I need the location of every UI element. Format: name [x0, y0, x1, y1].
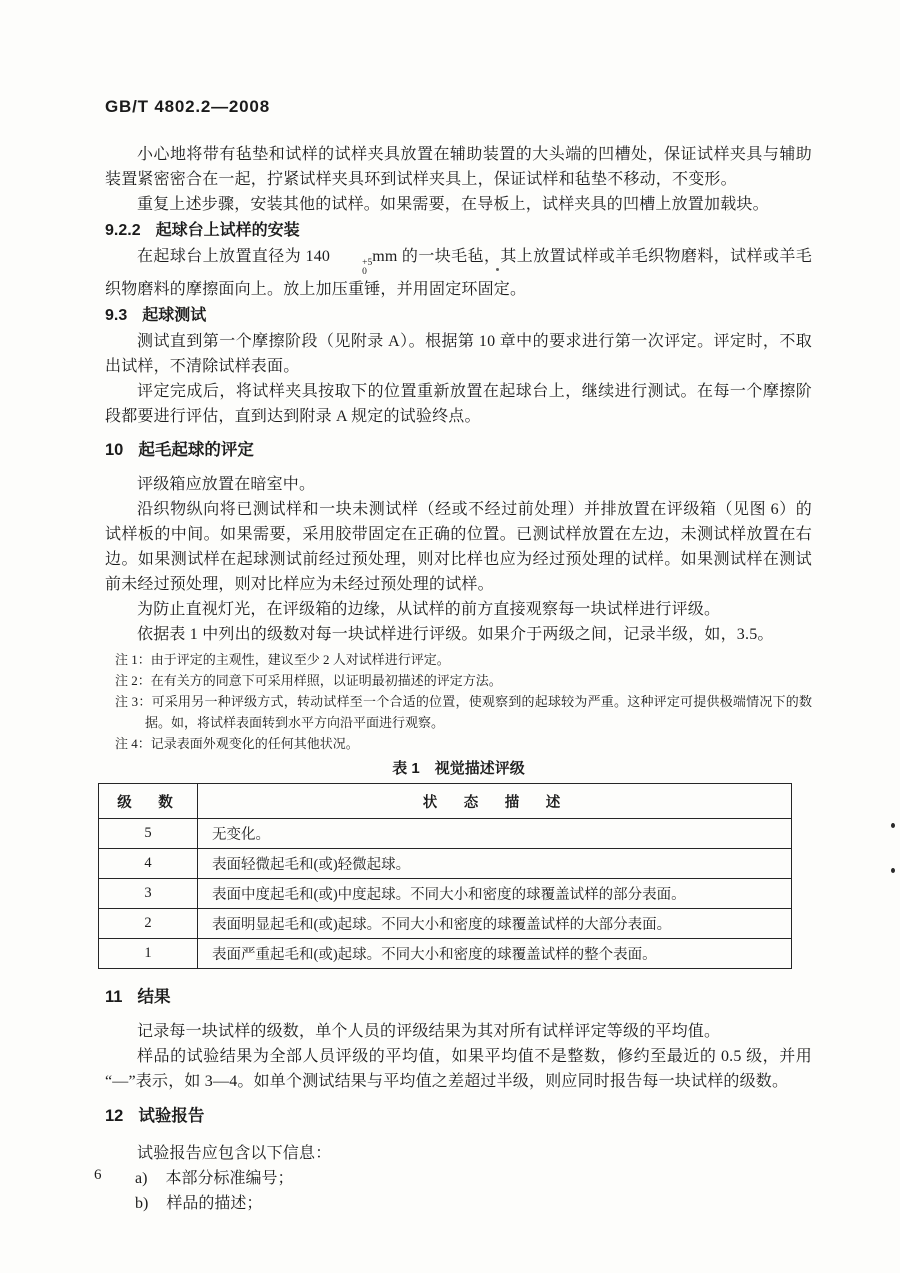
paragraph-felt-setup	[105, 244, 812, 302]
table-row	[99, 909, 792, 939]
heading-12	[105, 1104, 812, 1129]
heading-title: 起球台上试样的安装	[155, 222, 300, 239]
tolerance-notation	[330, 259, 372, 277]
grade-cell: 5	[99, 819, 198, 849]
paragraph-grading: 依据表 1 中列出的级数对每一块试样进行评级。如果介于两级之间，记录半级，如，3.5。	[137, 626, 774, 643]
note-1	[115, 649, 812, 670]
note-text: 由于评定的主观性，建议至少 2 人对试样进行评定。	[150, 652, 450, 667]
note-2	[115, 670, 812, 691]
visual-rating-table	[98, 783, 792, 969]
heading-title: 起毛起球的评定	[138, 441, 254, 459]
description-cell: 表面中度起毛和(或)中度起球。不同大小和密度的球覆盖试样的部分表面。	[198, 879, 792, 909]
paragraph-average-result: 样品的试验结果为全部人员评级的平均值，如果平均值不是整数，修约至最近的 0.5 级，并用“—”表示，如 3—4。如单个测试结果与平均值之差超过半级，则应同时报告每一块试样的级数。	[105, 1048, 812, 1090]
paragraph-repeat-steps: 重复上述步骤，安装其他的试样。如果需要，在导板上，试样夹具的凹槽上放置加载块。	[137, 196, 769, 213]
note-text: 在有关方的同意下可采用样照，以证明最初描述的评定方法。	[150, 673, 502, 688]
scan-speck	[496, 268, 499, 271]
column-header-description: 状 态 描 述	[198, 784, 792, 819]
paragraph-darkroom: 评级箱应放置在暗室中。	[137, 476, 316, 493]
table-header-row	[99, 784, 792, 819]
table-row	[99, 939, 792, 969]
heading-title: 起球测试	[142, 307, 207, 324]
scan-speck	[891, 823, 895, 828]
table-row	[99, 849, 792, 879]
note-4	[115, 733, 812, 754]
heading-11	[105, 985, 812, 1010]
heading-10	[105, 438, 812, 463]
tolerance-sub: 0	[362, 267, 367, 277]
table-row	[99, 819, 792, 849]
note-text: 可采用另一种评级方式，转动试样至一个合适的位置，使观察到的起球较为严重。这种评定可提供极端情况下的数据。如，将试样表面转到水平方向沿平面进行观察。	[145, 694, 812, 730]
paragraph-report-intro: 试验报告应包含以下信息：	[137, 1145, 332, 1162]
felt-text-pre: 在起球台上放置直径为 140	[137, 248, 331, 265]
heading-title: 结果	[137, 988, 171, 1006]
report-item-b	[135, 1191, 812, 1216]
heading-number: 11	[105, 988, 123, 1006]
note-label: 注 2：	[115, 673, 151, 688]
description-cell: 表面明显起毛和(或)起球。不同大小和密度的球覆盖试样的大部分表面。	[198, 909, 792, 939]
paragraph-test-continue: 评定完成后，将试样夹具按取下的位置重新放置在起球台上，继续进行测试。在每一个摩擦阶段都要进行评估，直到达到附录 A 规定的试验终点。	[105, 383, 812, 425]
tolerance-sup: +5	[362, 258, 373, 268]
grade-cell: 3	[99, 879, 198, 909]
item-text: 本部分标准编号；	[165, 1170, 294, 1187]
note-label: 注 4：	[115, 736, 151, 751]
report-item-a	[135, 1166, 812, 1191]
page-number: 6	[94, 1167, 102, 1183]
heading-9-3	[105, 303, 812, 328]
note-label: 注 1：	[115, 652, 151, 667]
paragraph-record-grades: 记录每一块试样的级数，单个人员的评级结果为其对所有试样评定等级的平均值。	[137, 1023, 721, 1040]
standard-code: GB/T 4802.2—2008	[105, 97, 270, 116]
felt-text-post: mm 的一块毛毡，其上放置试样或羊毛织物磨料，试样或羊毛织物磨料的摩擦面向上。放上加压重锤，并用固定环固定。	[105, 248, 812, 298]
paragraph-clamp-placement: 小心地将带有毡垫和试样的试样夹具放置在辅助装置的大头端的凹槽处，保证试样夹具与辅助装置紧密密合在一起，拧紧试样夹具环到试样夹具上，保证试样和毡垫不移动，不变形。	[105, 146, 812, 188]
heading-number: 10	[105, 441, 124, 459]
page-content	[105, 97, 812, 1216]
description-cell: 表面轻微起毛和(或)轻微起球。	[198, 849, 792, 879]
note-label: 注 3：	[115, 694, 152, 709]
item-text: 样品的描述；	[166, 1195, 263, 1212]
grade-cell: 4	[99, 849, 198, 879]
table-1-title: 表 1 视觉描述评级	[392, 760, 525, 777]
grade-cell: 2	[99, 909, 198, 939]
table-row	[99, 879, 792, 909]
heading-number: 9.2.2	[105, 222, 141, 239]
column-header-grade: 级 数	[99, 784, 198, 819]
grade-cell: 1	[99, 939, 198, 969]
heading-number: 12	[105, 1107, 124, 1125]
scan-speck	[891, 868, 895, 873]
paragraph-specimen-placement: 沿织物纵向将已测试样和一块未测试样（经或不经过前处理）并排放置在评级箱（见图 6）的试样板的中间。如果需要，采用胶带固定在正确的位置。已测试样放置在左边，未测试样放置在右边。如果测试样在起球测试前经过预处理，则对比样也应为经过预处理的试样。如果测试样在测试前未经过预处理，则对比样应为未经过预处理的试样。	[105, 501, 812, 593]
heading-number: 9.3	[105, 307, 128, 324]
notes-block	[115, 649, 812, 754]
paragraph-test-first-stage: 测试直到第一个摩擦阶段（见附录 A）。根据第 10 章中的要求进行第一次评定。评定时，不取出试样，不清除试样表面。	[105, 333, 812, 375]
heading-9-2-2	[105, 218, 812, 243]
heading-title: 试验报告	[138, 1107, 205, 1125]
item-label: b)	[135, 1195, 149, 1212]
note-text: 记录表面外观变化的任何其他状况。	[150, 736, 359, 751]
paragraph-viewing: 为防止直视灯光，在评级箱的边缘，从试样的前方直接观察每一块试样进行评级。	[137, 601, 721, 618]
description-cell: 无变化。	[198, 819, 792, 849]
item-label: a)	[135, 1170, 148, 1187]
description-cell: 表面严重起毛和(或)起球。不同大小和密度的球覆盖试样的整个表面。	[198, 939, 792, 969]
note-3	[115, 691, 812, 733]
